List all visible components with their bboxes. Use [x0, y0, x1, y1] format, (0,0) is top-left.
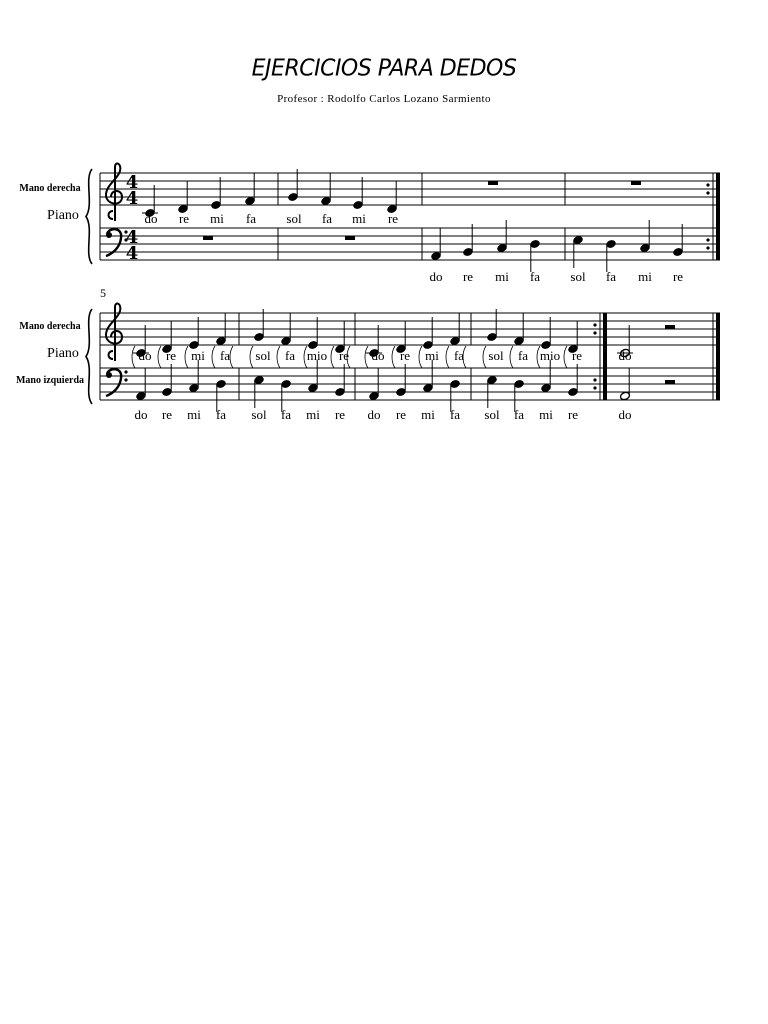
bass-clef-dot [106, 232, 112, 238]
lyric-syllable: mi [638, 269, 652, 284]
slur-arc [212, 346, 215, 368]
lyric-syllable: re [334, 407, 346, 422]
composer-credit: Profesor : Rodolfo Carlos Lozano Sarmiento [277, 93, 491, 105]
final-barline-thick [716, 313, 720, 400]
slur-arc [132, 346, 135, 368]
slur-arc [446, 346, 449, 368]
whole-rest-icon [488, 181, 498, 185]
treble-clef-icon [106, 304, 122, 361]
whole-rest-icon [631, 181, 641, 185]
bass-clef-dot [106, 372, 112, 378]
lyric-syllable: re [338, 348, 350, 363]
lyric-syllable: do [134, 407, 148, 422]
lyric-syllable: do [618, 348, 632, 363]
lyric-syllable: re [178, 211, 190, 226]
lyric-syllable: sol [570, 269, 586, 284]
staff-brace-icon [86, 169, 92, 264]
repeat-barline-thick [603, 313, 607, 400]
slur-arc [419, 346, 422, 368]
slur-arc [230, 346, 233, 368]
lyric-syllable: do [138, 348, 152, 363]
system-1 [19, 164, 720, 284]
repeat-dot [593, 323, 596, 326]
lyric-syllable: do [371, 348, 385, 363]
treble-clef-icon [106, 164, 122, 221]
lyric-syllable: fa [280, 407, 292, 422]
lyric-syllable: sol [484, 407, 500, 422]
lyric-syllable: mi [187, 407, 201, 422]
lyric-syllable: do [144, 211, 158, 226]
slur-arc [510, 346, 513, 368]
system-2 [16, 286, 720, 422]
lyric-syllable: mi [191, 348, 205, 363]
repeat-dot [593, 386, 596, 389]
lyric-syllable: do [367, 407, 381, 422]
whole-rest-icon [345, 236, 355, 240]
time-signature-bottom: 4 [125, 243, 139, 264]
slur-arc [483, 346, 486, 368]
half-rest-icon [665, 380, 675, 384]
repeat-dot [593, 331, 596, 334]
staff-label-right-hand: Mano derecha [19, 183, 81, 194]
lyric-syllable: fa [284, 348, 296, 363]
lyric-syllable: mi [539, 407, 553, 422]
slur-arc [158, 346, 161, 368]
lyric-syllable: mi [495, 269, 509, 284]
lyric-syllable: sol [488, 348, 504, 363]
lyric-syllable: re [395, 407, 407, 422]
lyric-syllable: fa [321, 211, 333, 226]
lyric-syllable: sol [255, 348, 271, 363]
lyric-syllable: re [161, 407, 173, 422]
bass-clef-dot [124, 370, 127, 373]
time-signature-top: 4 [125, 227, 139, 248]
lyric-syllable: mio [539, 348, 561, 363]
instrument-name-piano: Piano [47, 208, 79, 223]
lyric-syllable: fa [605, 269, 617, 284]
lyric-syllable: mi [425, 348, 439, 363]
lyric-syllable: fa [453, 348, 465, 363]
slur-arc [185, 346, 188, 368]
slur-arc [277, 346, 280, 368]
lyric-syllable: fa [219, 348, 231, 363]
slur-arc [331, 346, 334, 368]
slur-arc [392, 346, 395, 368]
slur-arc [365, 346, 368, 368]
lyric-syllable: fa [449, 407, 461, 422]
staff-label-left-hand: Mano izquierda [15, 375, 85, 386]
time-signature-bottom: 4 [125, 188, 139, 209]
half-rest-icon [665, 325, 675, 329]
repeat-dot [706, 183, 709, 186]
repeat-dot [706, 246, 709, 249]
lyric-syllable: mi [210, 211, 224, 226]
lyric-syllable: re [399, 348, 411, 363]
staff-label-right-hand: Mano derecha [19, 321, 81, 332]
lyric-syllable: sol [286, 211, 302, 226]
lyric-syllable: do [618, 407, 632, 422]
lyric-syllable: fa [245, 211, 257, 226]
lyric-syllable: re [672, 269, 684, 284]
whole-rest-icon [203, 236, 213, 240]
lyric-syllable: do [429, 269, 443, 284]
lyric-syllable: fa [513, 407, 525, 422]
lyric-syllable: re [165, 348, 177, 363]
lyric-syllable: mi [352, 211, 366, 226]
lyric-syllable: re [387, 211, 399, 226]
lyric-syllable: mi [421, 407, 435, 422]
slur-arc [564, 346, 567, 368]
staff-brace-icon [86, 309, 92, 404]
lyric-syllable: re [462, 269, 474, 284]
lyric-syllable: mi [306, 407, 320, 422]
slur-arc [250, 346, 253, 368]
lyric-syllable: fa [529, 269, 541, 284]
time-signature-top: 4 [125, 172, 139, 193]
lyric-syllable: sol [251, 407, 267, 422]
measure-number: 5 [100, 286, 106, 300]
lyric-syllable: fa [215, 407, 227, 422]
instrument-name-piano: Piano [47, 346, 79, 361]
bass-clef-dot [124, 378, 127, 381]
lyric-syllable: fa [517, 348, 529, 363]
lyric-syllable: re [567, 407, 579, 422]
repeat-dot [706, 191, 709, 194]
lyric-syllable: re [571, 348, 583, 363]
lyric-syllable: mio [306, 348, 328, 363]
score-title: EJERCICIOS PARA DEDOS [251, 55, 517, 82]
repeat-dot [706, 238, 709, 241]
repeat-barline-thick [716, 173, 720, 260]
repeat-dot [593, 378, 596, 381]
